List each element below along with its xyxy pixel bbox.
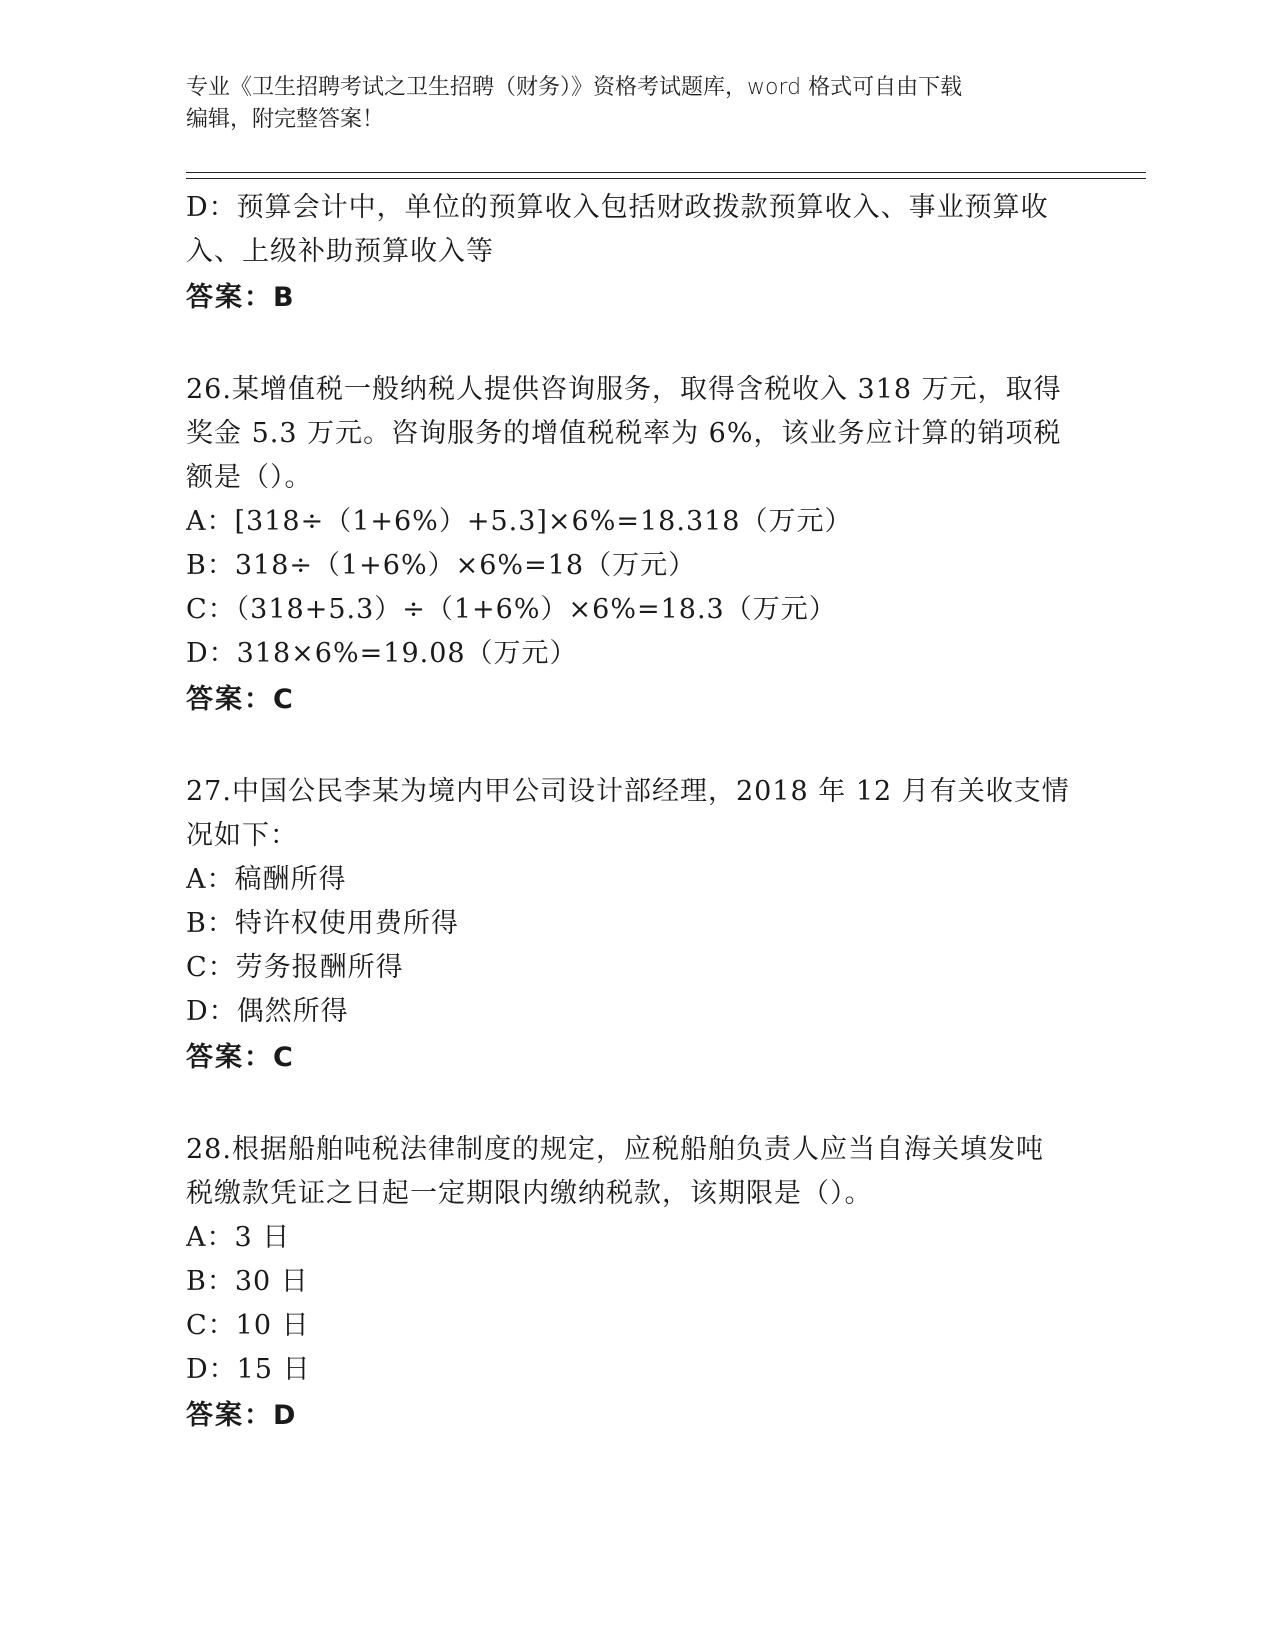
q26-stem-line-2: 奖金 5.3 万元。咨询服务的增值税税率为 6%，该业务应计算的销项税: [186, 418, 1062, 449]
q28-option-d: D：15 日: [186, 1354, 311, 1385]
q27-answer: 答案：C: [186, 1042, 295, 1073]
q26-answer: 答案：C: [186, 684, 295, 715]
q28-option-a: A：3 日: [186, 1222, 291, 1253]
q26-stem-line-1: 26.某增值税一般纳税人提供咨询服务，取得含税收入 318 万元，取得: [186, 374, 1062, 405]
q27-option-c: C：劳务报酬所得: [186, 952, 404, 983]
q27-option-d: D：偶然所得: [186, 996, 349, 1027]
q27-stem-line-2: 况如下：: [186, 820, 298, 851]
prev-answer: 答案：B: [186, 282, 296, 313]
q28-stem-line-2: 税缴款凭证之日起一定期限内缴纳税款，该期限是（）。: [186, 1178, 873, 1209]
q26-stem-line-3: 额是（）。: [186, 462, 313, 493]
q28-option-b: B：30 日: [186, 1266, 309, 1297]
q26-option-c: C：（318+5.3）÷（1+6%）×6%=18.3（万元）: [186, 594, 837, 625]
header-line-2: 编辑，附完整答案！: [186, 107, 385, 132]
q28-stem-line-1: 28.根据船舶吨税法律制度的规定，应税船舶负责人应当自海关填发吨: [186, 1134, 1044, 1165]
prev-option-d-line-2: 入、上级补助预算收入等: [186, 236, 494, 267]
header-line-1: 专业《卫生招聘考试之卫生招聘（财务）》资格考试题库，word 格式可自由下载: [186, 75, 963, 100]
q28-answer: 答案：D: [186, 1400, 298, 1431]
q26-option-d: D：318×6%=19.08（万元）: [186, 638, 578, 669]
q27-stem-line-1: 27.中国公民李某为境内甲公司设计部经理，2018 年 12 月有关收支情: [186, 776, 1070, 807]
q26-option-a: A：[318÷（1+6%）+5.3]×6%=18.318（万元）: [186, 506, 853, 537]
prev-option-d-line-1: D：预算会计中，单位的预算收入包括财政拨款预算收入、事业预算收: [186, 192, 1049, 223]
header-rule-bottom: [186, 178, 1146, 179]
q27-option-a: A：稿酬所得: [186, 864, 347, 895]
q26-option-b: B：318÷（1+6%）×6%=18（万元）: [186, 550, 697, 581]
q27-option-b: B：特许权使用费所得: [186, 908, 459, 939]
header-rule-top: [186, 172, 1146, 173]
q28-option-c: C：10 日: [186, 1310, 310, 1341]
